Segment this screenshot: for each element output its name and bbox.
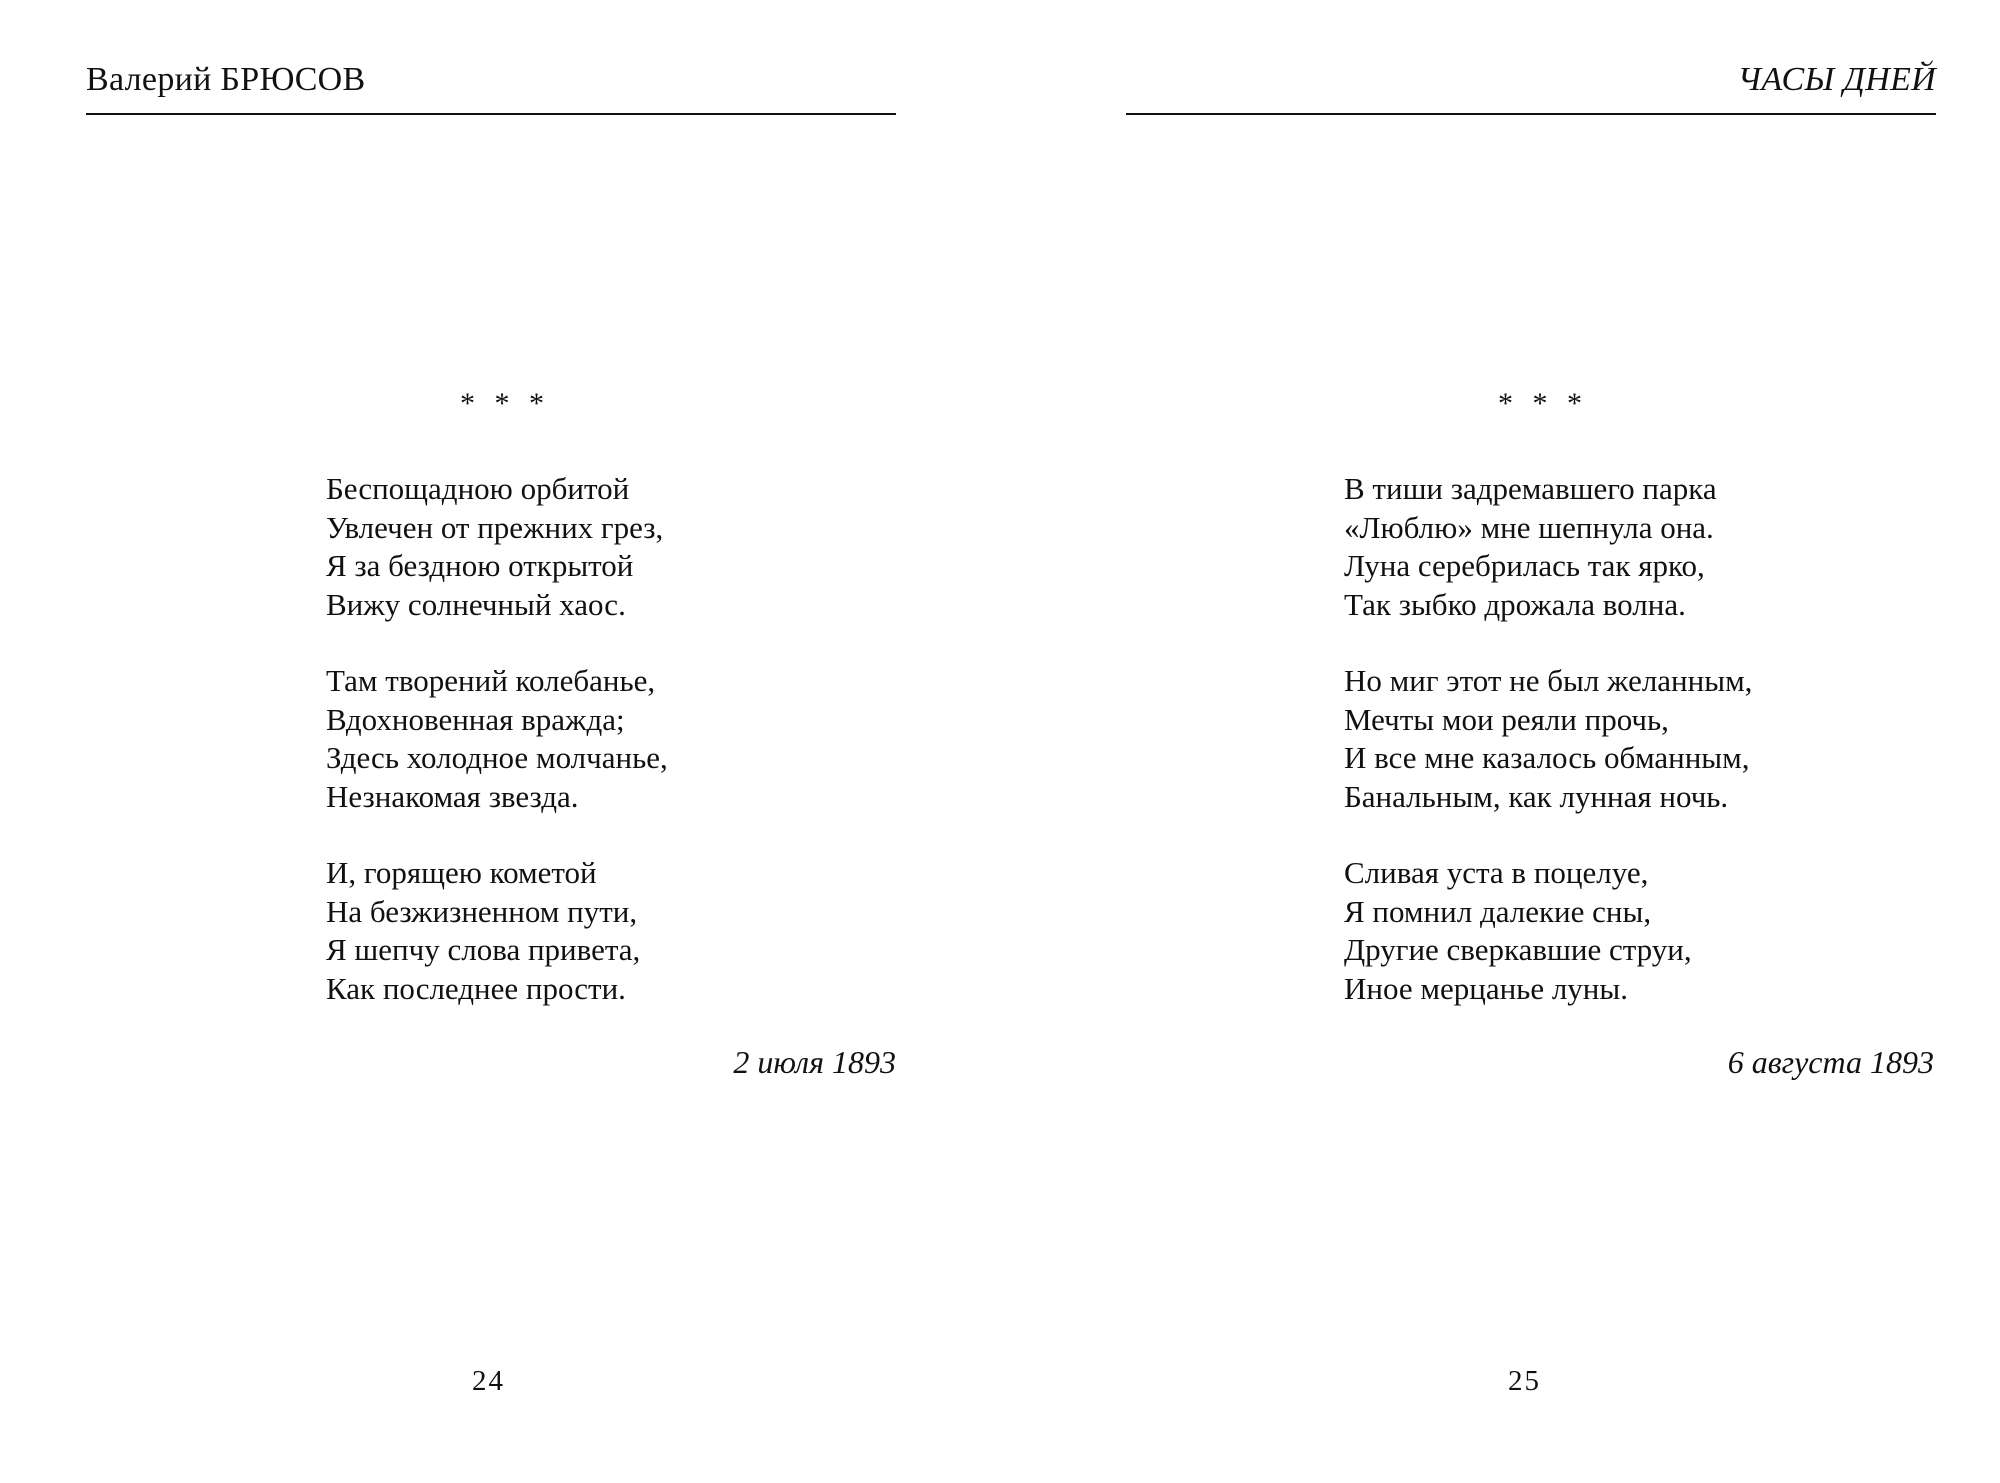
verse-line: И, горящею кометой (326, 855, 597, 890)
verse-line: Банальным, как лунная ночь. (1344, 778, 1729, 814)
stanza (1344, 854, 1752, 1008)
verse-line: Незнакомая звезда. (326, 778, 579, 814)
verse-line: Вижу солнечный хаос. (326, 586, 626, 622)
stanza (1344, 662, 1752, 816)
verse-line: Сливая уста в поцелуе, (1344, 855, 1649, 890)
verse-line: Увлечен от прежних грез, (326, 509, 664, 545)
verse-line: Я помнил далекие сны, (1344, 893, 1652, 929)
stanza (1344, 470, 1752, 624)
verse-line: Как последнее прости. (326, 970, 626, 1006)
verse-line: «Люблю» мне шепнула она. (1344, 509, 1714, 545)
stanza (326, 854, 668, 1008)
poem-text (326, 470, 668, 1008)
verse-line: На безжизненном пути, (326, 893, 638, 929)
verse-line: В тиши задремавшего парка (1344, 471, 1717, 506)
running-head-author: Валерий БРЮСОВ (86, 61, 366, 98)
verse-line: Иное мерцанье луны. (1344, 970, 1628, 1006)
running-head-title: ЧАСЫ ДНЕЙ (1737, 61, 1936, 98)
verse-line: Вдохновенная вражда; (326, 701, 625, 737)
verse-line: Мечты мои реяли прочь, (1344, 701, 1669, 737)
header-rule (1126, 113, 1936, 115)
poem-date: 2 июля 1893 (733, 1044, 896, 1080)
stanza (326, 470, 668, 624)
verse-line: Так зыбко дрожала волна. (1344, 586, 1686, 622)
verse-line: Но миг этот не был желанным, (1344, 663, 1753, 698)
page-number: 25 (1508, 1365, 1541, 1397)
verse-line: Беспощадною орбитой (326, 471, 630, 506)
page-number: 24 (472, 1365, 505, 1397)
verse-line: Там творений колебанье, (326, 663, 656, 698)
poem-ornament: * * * (1498, 387, 1588, 420)
header-rule (86, 113, 896, 115)
verse-line: Луна серебрилась так ярко, (1344, 548, 1705, 583)
verse-line: И все мне казалось обманным, (1344, 740, 1750, 775)
poem-date: 6 августа 1893 (1727, 1044, 1934, 1080)
poem-ornament: * * * (460, 387, 550, 420)
verse-line: Я за бездною открытой (326, 548, 634, 583)
right-page (1000, 0, 2000, 1483)
poem-text (1344, 470, 1752, 1008)
verse-line: Другие сверкавшие струи, (1344, 932, 1692, 967)
verse-line: Здесь холодное молчанье, (326, 740, 668, 775)
verse-line: Я шепчу слова привета, (326, 932, 641, 967)
stanza (326, 662, 668, 816)
